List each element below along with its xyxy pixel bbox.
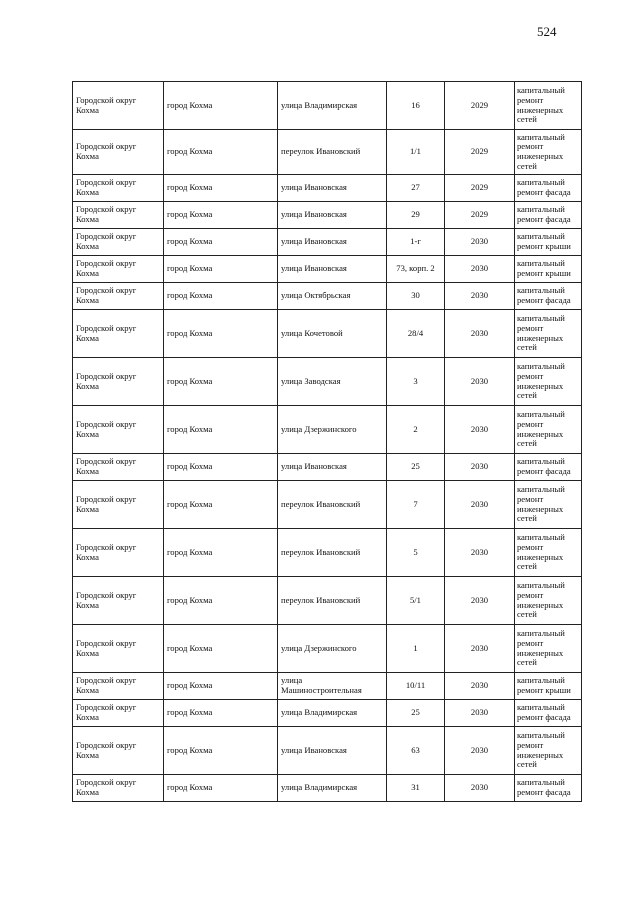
planned-year-cell: 2030 — [445, 775, 515, 802]
house-number-cell: 10/11 — [387, 673, 445, 700]
house-number-cell: 1-г — [387, 229, 445, 256]
table-row — [73, 358, 582, 406]
planned-year-cell: 2030 — [445, 256, 515, 283]
municipality-cell: Городской округ Кохма — [73, 529, 164, 577]
table-row — [73, 175, 582, 202]
work-type-cell: капитальный ремонт инженерных сетей — [515, 727, 582, 775]
table-row — [73, 700, 582, 727]
settlement-cell: город Кохма — [164, 775, 278, 802]
settlement-cell: город Кохма — [164, 481, 278, 529]
street-cell: улица Ивановская — [278, 727, 387, 775]
municipality-cell: Городской округ Кохма — [73, 454, 164, 481]
work-type-cell: капитальный ремонт инженерных сетей — [515, 481, 582, 529]
house-number-cell: 5/1 — [387, 577, 445, 625]
house-number-cell: 1 — [387, 625, 445, 673]
settlement-cell: город Кохма — [164, 577, 278, 625]
street-cell: улица Заводская — [278, 358, 387, 406]
settlement-cell: город Кохма — [164, 130, 278, 175]
work-type-cell: капитальный ремонт фасада — [515, 775, 582, 802]
work-type-cell: капитальный ремонт крыши — [515, 673, 582, 700]
street-cell: переулок Ивановский — [278, 577, 387, 625]
street-cell: переулок Ивановский — [278, 481, 387, 529]
planned-year-cell: 2029 — [445, 82, 515, 130]
street-cell: улица Ивановская — [278, 229, 387, 256]
planned-year-cell: 2030 — [445, 229, 515, 256]
work-type-cell: капитальный ремонт инженерных сетей — [515, 577, 582, 625]
municipality-cell: Городской округ Кохма — [73, 202, 164, 229]
planned-year-cell: 2029 — [445, 202, 515, 229]
house-number-cell: 73, корп. 2 — [387, 256, 445, 283]
street-cell: улица Ивановская — [278, 454, 387, 481]
table-row — [73, 310, 582, 358]
table-row — [73, 202, 582, 229]
planned-year-cell: 2030 — [445, 454, 515, 481]
municipality-cell: Городской округ Кохма — [73, 175, 164, 202]
settlement-cell: город Кохма — [164, 310, 278, 358]
work-type-cell: капитальный ремонт фасада — [515, 454, 582, 481]
house-number-cell: 28/4 — [387, 310, 445, 358]
house-number-cell: 3 — [387, 358, 445, 406]
house-number-cell: 7 — [387, 481, 445, 529]
planned-year-cell: 2029 — [445, 175, 515, 202]
settlement-cell: город Кохма — [164, 625, 278, 673]
table-row — [73, 283, 582, 310]
house-number-cell: 31 — [387, 775, 445, 802]
municipality-cell: Городской округ Кохма — [73, 481, 164, 529]
municipality-cell: Городской округ Кохма — [73, 229, 164, 256]
house-number-cell: 30 — [387, 283, 445, 310]
planned-year-cell: 2030 — [445, 673, 515, 700]
work-type-cell: капитальный ремонт крыши — [515, 229, 582, 256]
settlement-cell: город Кохма — [164, 673, 278, 700]
municipality-cell: Городской округ Кохма — [73, 358, 164, 406]
work-type-cell: капитальный ремонт инженерных сетей — [515, 358, 582, 406]
planned-year-cell: 2029 — [445, 130, 515, 175]
repair-schedule-table — [72, 81, 582, 802]
street-cell: улица Октябрьская — [278, 283, 387, 310]
street-cell: улица Владимирская — [278, 82, 387, 130]
settlement-cell: город Кохма — [164, 358, 278, 406]
settlement-cell: город Кохма — [164, 256, 278, 283]
work-type-cell: капитальный ремонт инженерных сетей — [515, 625, 582, 673]
street-cell: улица Владимирская — [278, 700, 387, 727]
house-number-cell: 16 — [387, 82, 445, 130]
street-cell: улица Машиностроительная — [278, 673, 387, 700]
house-number-cell: 25 — [387, 454, 445, 481]
street-cell: улица Владимирская — [278, 775, 387, 802]
street-cell: улица Дзержинского — [278, 625, 387, 673]
table-row — [73, 481, 582, 529]
street-cell: улица Дзержинского — [278, 406, 387, 454]
table-row — [73, 229, 582, 256]
municipality-cell: Городской округ Кохма — [73, 256, 164, 283]
settlement-cell: город Кохма — [164, 700, 278, 727]
settlement-cell: город Кохма — [164, 727, 278, 775]
municipality-cell: Городской округ Кохма — [73, 577, 164, 625]
settlement-cell: город Кохма — [164, 529, 278, 577]
municipality-cell: Городской округ Кохма — [73, 130, 164, 175]
house-number-cell: 63 — [387, 727, 445, 775]
settlement-cell: город Кохма — [164, 229, 278, 256]
municipality-cell: Городской округ Кохма — [73, 727, 164, 775]
municipality-cell: Городской округ Кохма — [73, 406, 164, 454]
street-cell: улица Ивановская — [278, 202, 387, 229]
planned-year-cell: 2030 — [445, 481, 515, 529]
municipality-cell: Городской округ Кохма — [73, 775, 164, 802]
page-number: 524 — [537, 24, 557, 39]
settlement-cell: город Кохма — [164, 202, 278, 229]
municipality-cell: Городской округ Кохма — [73, 283, 164, 310]
table-row — [73, 130, 582, 175]
work-type-cell: капитальный ремонт инженерных сетей — [515, 82, 582, 130]
work-type-cell: капитальный ремонт фасада — [515, 175, 582, 202]
table-row — [73, 727, 582, 775]
table-row — [73, 775, 582, 802]
table-row — [73, 673, 582, 700]
planned-year-cell: 2030 — [445, 283, 515, 310]
municipality-cell: Городской округ Кохма — [73, 700, 164, 727]
house-number-cell: 1/1 — [387, 130, 445, 175]
house-number-cell: 25 — [387, 700, 445, 727]
settlement-cell: город Кохма — [164, 283, 278, 310]
table-row — [73, 577, 582, 625]
street-cell: улица Ивановская — [278, 175, 387, 202]
work-type-cell: капитальный ремонт инженерных сетей — [515, 130, 582, 175]
planned-year-cell: 2030 — [445, 406, 515, 454]
work-type-cell: капитальный ремонт инженерных сетей — [515, 529, 582, 577]
work-type-cell: капитальный ремонт фасада — [515, 700, 582, 727]
municipality-cell: Городской округ Кохма — [73, 310, 164, 358]
work-type-cell: капитальный ремонт инженерных сетей — [515, 310, 582, 358]
planned-year-cell: 2030 — [445, 727, 515, 775]
work-type-cell: капитальный ремонт крыши — [515, 256, 582, 283]
settlement-cell: город Кохма — [164, 175, 278, 202]
house-number-cell: 27 — [387, 175, 445, 202]
municipality-cell: Городской округ Кохма — [73, 673, 164, 700]
settlement-cell: город Кохма — [164, 82, 278, 130]
work-type-cell: капитальный ремонт фасада — [515, 283, 582, 310]
table-row — [73, 256, 582, 283]
planned-year-cell: 2030 — [445, 625, 515, 673]
work-type-cell: капитальный ремонт инженерных сетей — [515, 406, 582, 454]
street-cell: улица Кочетовой — [278, 310, 387, 358]
house-number-cell: 5 — [387, 529, 445, 577]
street-cell: переулок Ивановский — [278, 529, 387, 577]
municipality-cell: Городской округ Кохма — [73, 82, 164, 130]
settlement-cell: город Кохма — [164, 406, 278, 454]
planned-year-cell: 2030 — [445, 310, 515, 358]
work-type-cell: капитальный ремонт фасада — [515, 202, 582, 229]
table-row — [73, 529, 582, 577]
house-number-cell: 29 — [387, 202, 445, 229]
street-cell: переулок Ивановский — [278, 130, 387, 175]
municipality-cell: Городской округ Кохма — [73, 625, 164, 673]
street-cell: улица Ивановская — [278, 256, 387, 283]
table-row — [73, 625, 582, 673]
house-number-cell: 2 — [387, 406, 445, 454]
planned-year-cell: 2030 — [445, 358, 515, 406]
settlement-cell: город Кохма — [164, 454, 278, 481]
planned-year-cell: 2030 — [445, 577, 515, 625]
planned-year-cell: 2030 — [445, 529, 515, 577]
table-row — [73, 406, 582, 454]
planned-year-cell: 2030 — [445, 700, 515, 727]
table-row — [73, 82, 582, 130]
table-row — [73, 454, 582, 481]
